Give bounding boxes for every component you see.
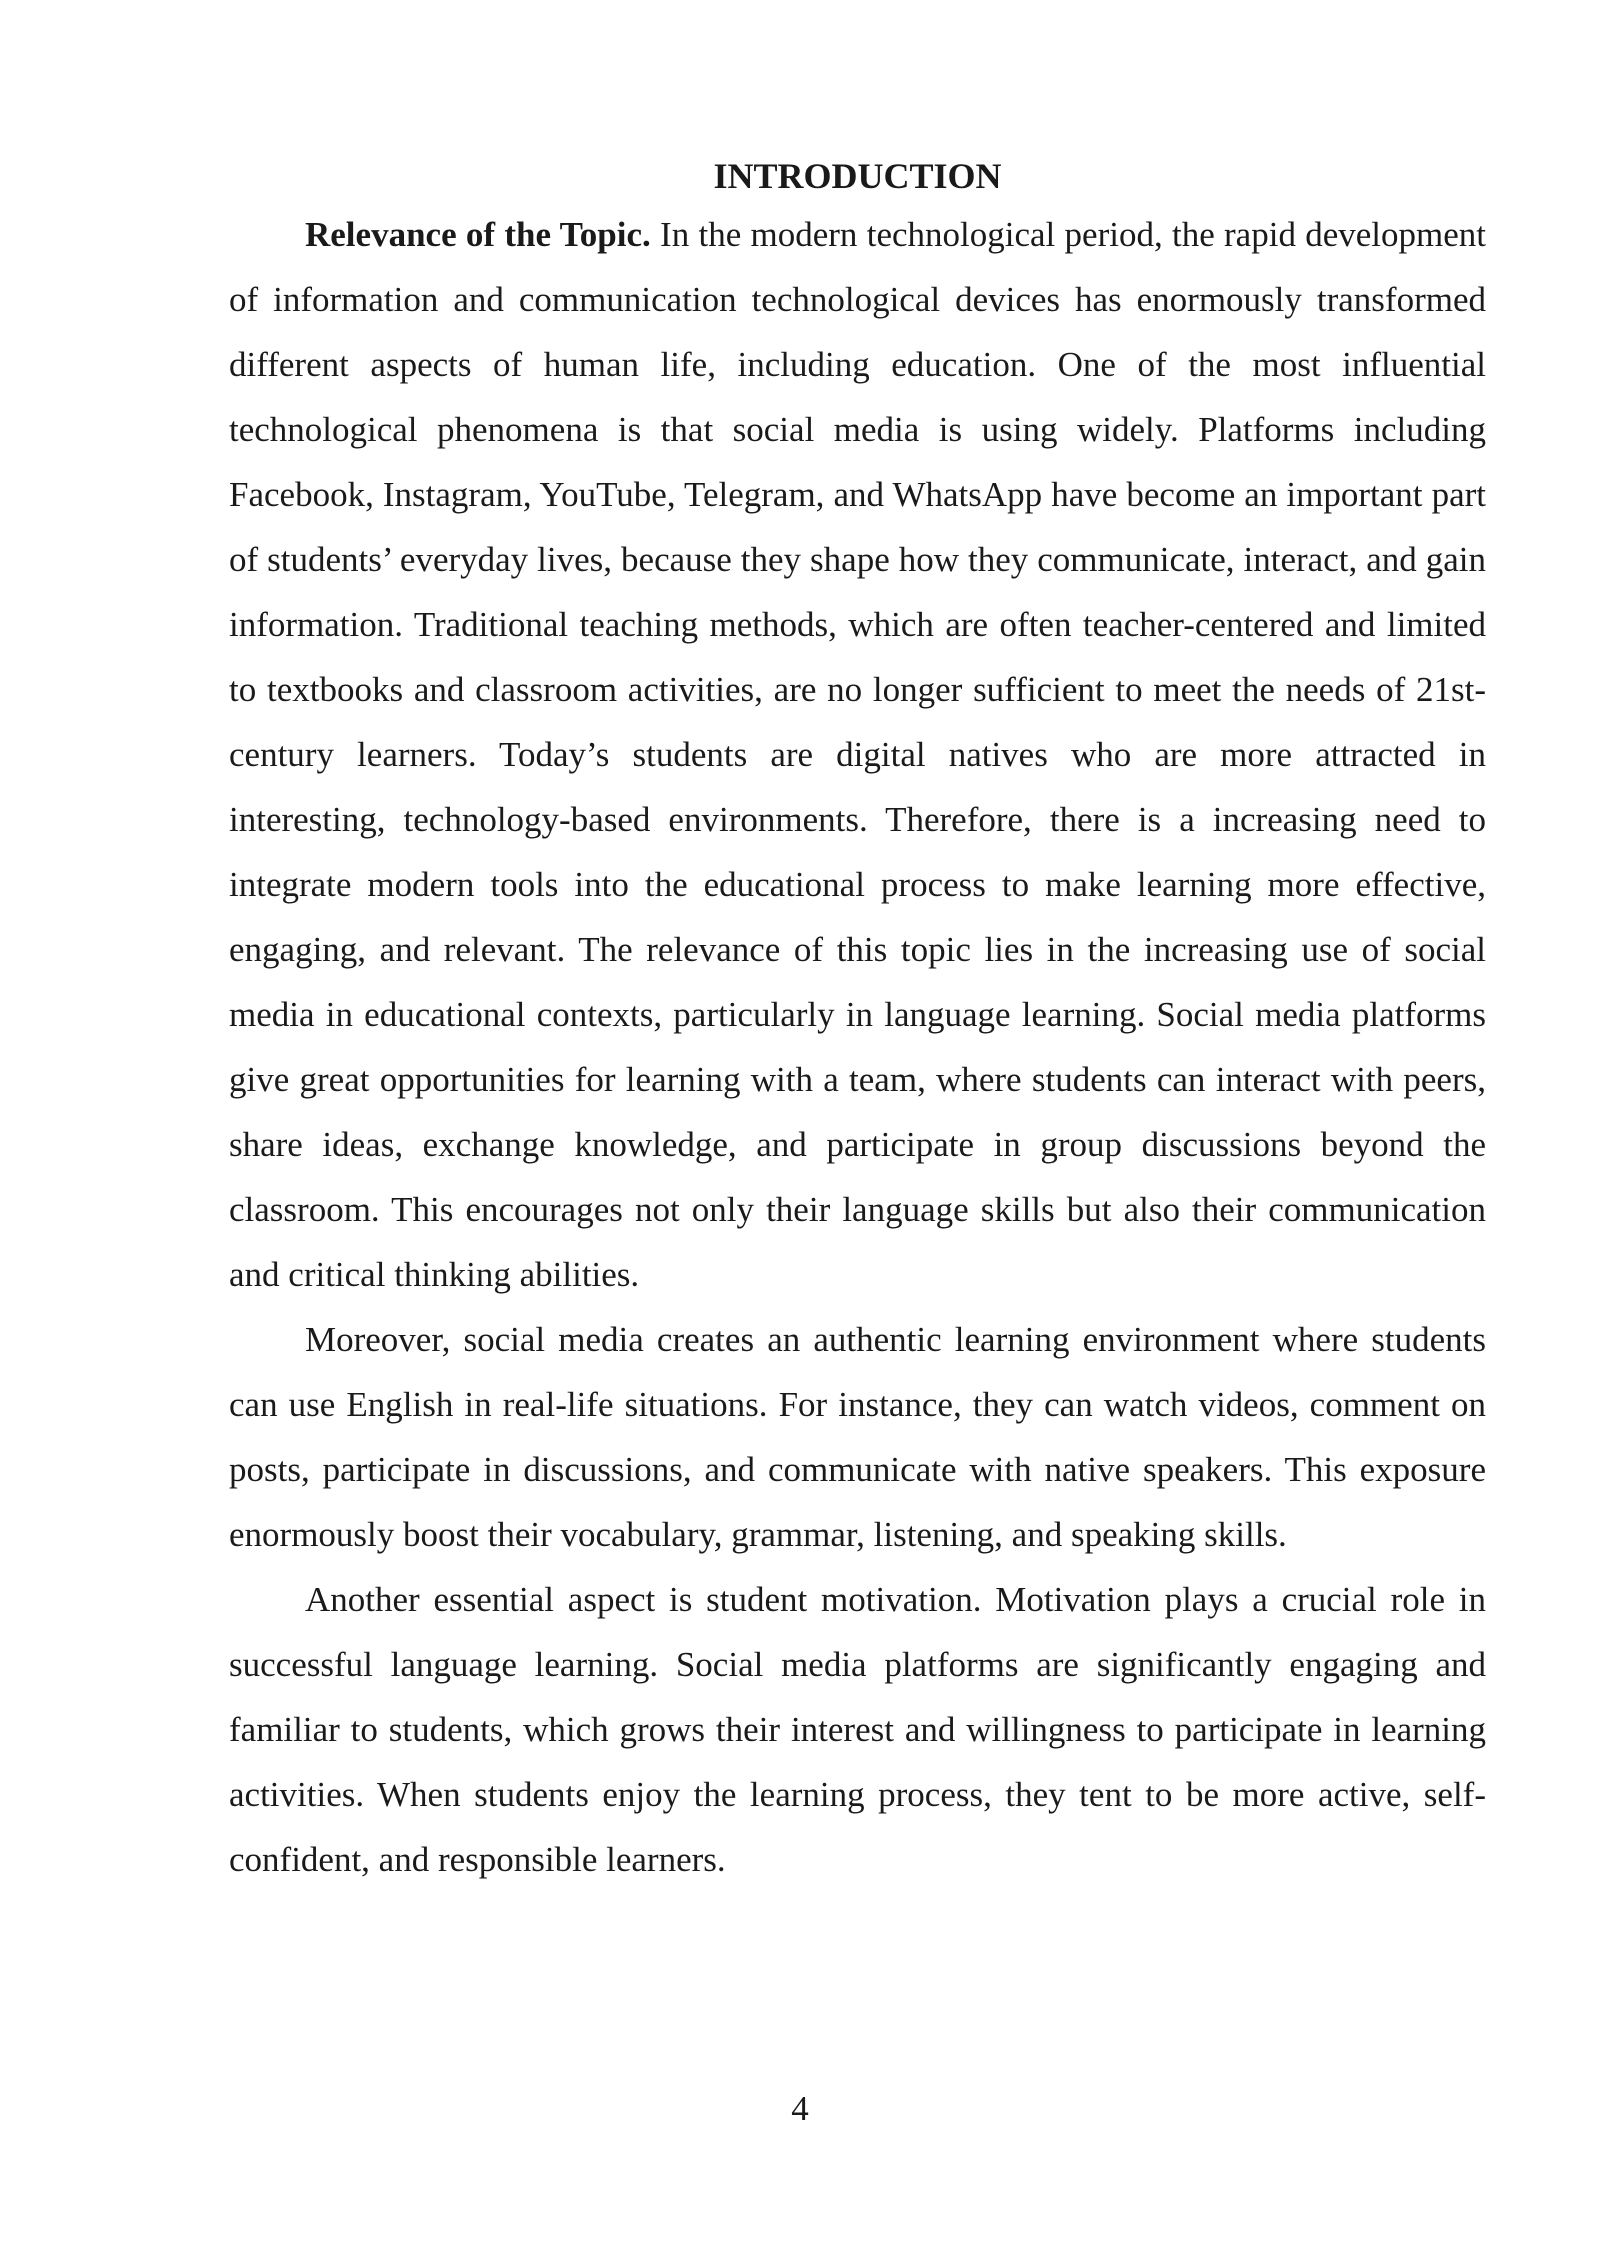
paragraph-authentic-environment: Moreover, social media creates an authentic learning environment where students can use English in real-life situations. For instance, they can watch videos, comment on posts, participate in discussions, and communicate with native speakers. This exposure enormously boost their vocabulary, grammar, listening, and speaking skills. — [229, 1320, 1486, 1554]
paragraph-text: In the modern technological period, the rapid development of information and communication technological devices has enormously transformed different aspects of human life, including education. One of the most influential technological phenomena is that social media is using widely. Platforms including Facebook, Instagram, YouTube, Telegram, and WhatsApp have become an important part of students’ everyday lives, because they shape how they communicate, interact, and gain information. Traditional teaching methods, which are often teacher-centered and limited to textbooks and classroom activities, are no longer sufficient to meet the needs of 21st-century learners. Today’s students are digital natives who are more attracted in interesting, technology-based environments. Therefore, there is a increasing need to integrate modern tools into the educational process to make learning more effective, engaging, and relevant. The relevance of this topic lies in the increasing use of social media in educational contexts, particularly in language learning. Social media platforms give great opportunities for learning with a team, where students can interact with peers, share ideas, exchange knowledge, and participate in group discussions beyond the classroom. This encourages not only their language skills but also their communication and critical thinking abilities. — [229, 215, 1486, 1294]
page-number: 4 — [791, 2089, 809, 2128]
paragraph-motivation: Another essential aspect is student motivation. Motivation plays a crucial role in successful language learning. Social media platforms are significantly engaging and familiar to students, which grows their interest and willingness to participate in learning activities. When students enjoy the learning process, they tent to be more active, self-confident, and responsible learners. — [229, 1580, 1486, 1879]
section-heading: INTRODUCTION — [713, 156, 1002, 196]
paragraph-lead: Relevance of the Topic. — [305, 215, 651, 254]
page-content — [229, 150, 1486, 1892]
paragraph-relevance — [229, 202, 1486, 1307]
